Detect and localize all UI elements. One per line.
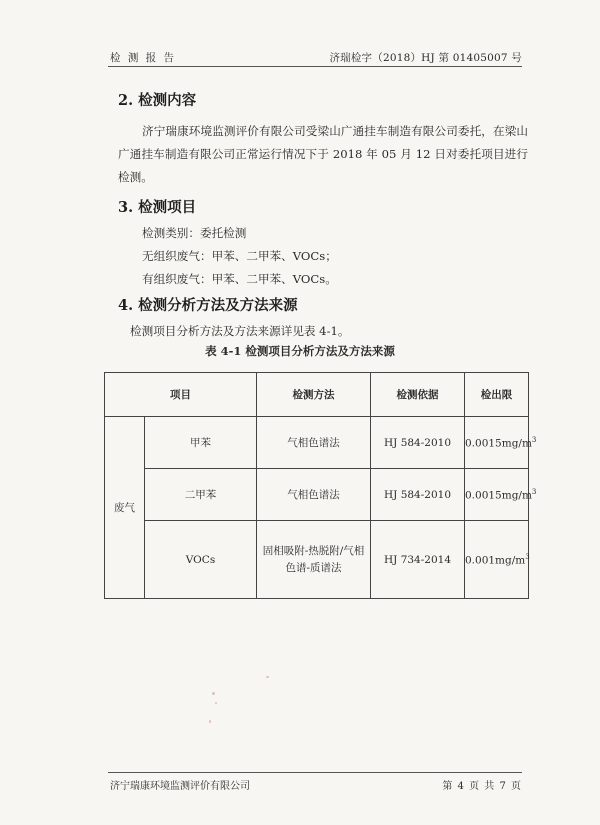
header-item: 项目 xyxy=(105,373,257,417)
organized-gas-line: 有组织废气：甲苯、二甲苯、VOCs。 xyxy=(142,272,337,286)
table-row xyxy=(105,521,529,599)
page-header xyxy=(108,50,522,66)
footer-divider xyxy=(108,772,522,773)
header-limit: 检出限 xyxy=(465,373,529,417)
method-cell: 气相色谱法 xyxy=(257,417,371,469)
methods-table xyxy=(104,372,537,599)
basis-cell: HJ 584-2010 xyxy=(371,417,465,469)
section-heading-items: 3. 检测项目 xyxy=(118,199,197,216)
ink-stain xyxy=(209,720,211,723)
table-header-row xyxy=(105,373,529,417)
method-cell: 固相吸附-热脱附/气相 色谱-质谱法 xyxy=(257,521,371,599)
table-caption: 表 4-1 检测项目分析方法及方法来源 xyxy=(205,344,395,358)
item-cell: 甲苯 xyxy=(145,417,257,469)
table-row xyxy=(105,417,529,469)
limit-cell: $0.0015mg/m^3$ xyxy=(465,469,529,521)
item-cell: VOCs xyxy=(145,521,257,599)
section-heading-content: 2. 检测内容 xyxy=(118,92,197,109)
header-method: 检测方法 xyxy=(257,373,371,417)
item-cell: 二甲苯 xyxy=(145,469,257,521)
unorganized-gas-line: 无组织废气：甲苯、二甲苯、VOCs； xyxy=(142,249,337,263)
table-row xyxy=(105,469,529,521)
header-title: 检 测 报 告 xyxy=(110,52,177,64)
category-cell: 废气 xyxy=(105,417,145,599)
ink-stain xyxy=(266,676,269,678)
report-number: 济瑞检字（2018）HJ 第 01405007 号 xyxy=(329,52,522,64)
section-heading-methods: 4. 检测分析方法及方法来源 xyxy=(118,297,298,314)
ink-stain xyxy=(215,702,217,704)
limit-cell: $0.0015mg/m^3$ xyxy=(465,417,529,469)
ink-stain xyxy=(212,692,215,695)
header-basis: 检测依据 xyxy=(371,373,465,417)
method-cell: 气相色谱法 xyxy=(257,469,371,521)
header-divider xyxy=(108,66,522,67)
limit-cell: $0.001mg/m^3$ xyxy=(465,521,529,599)
page-number: 第 4 页 共 7 页 xyxy=(442,781,522,792)
section-content-paragraph: 济宁瑞康环境监测评价有限公司受梁山广通挂车制造有限公司委托，在梁山广通挂车制造有限公司正常运行情况下于 2018 年 05 月 12 日对委托项目进行检测。 xyxy=(118,124,528,184)
basis-cell: HJ 584-2010 xyxy=(371,469,465,521)
basis-cell: HJ 734-2014 xyxy=(371,521,465,599)
company-name: 济宁瑞康环境监测评价有限公司 xyxy=(110,781,250,792)
category-line: 检测类别：委托检测 xyxy=(142,226,247,240)
methods-intro-line: 检测项目分析方法及方法来源详见表 4-1。 xyxy=(130,324,350,338)
